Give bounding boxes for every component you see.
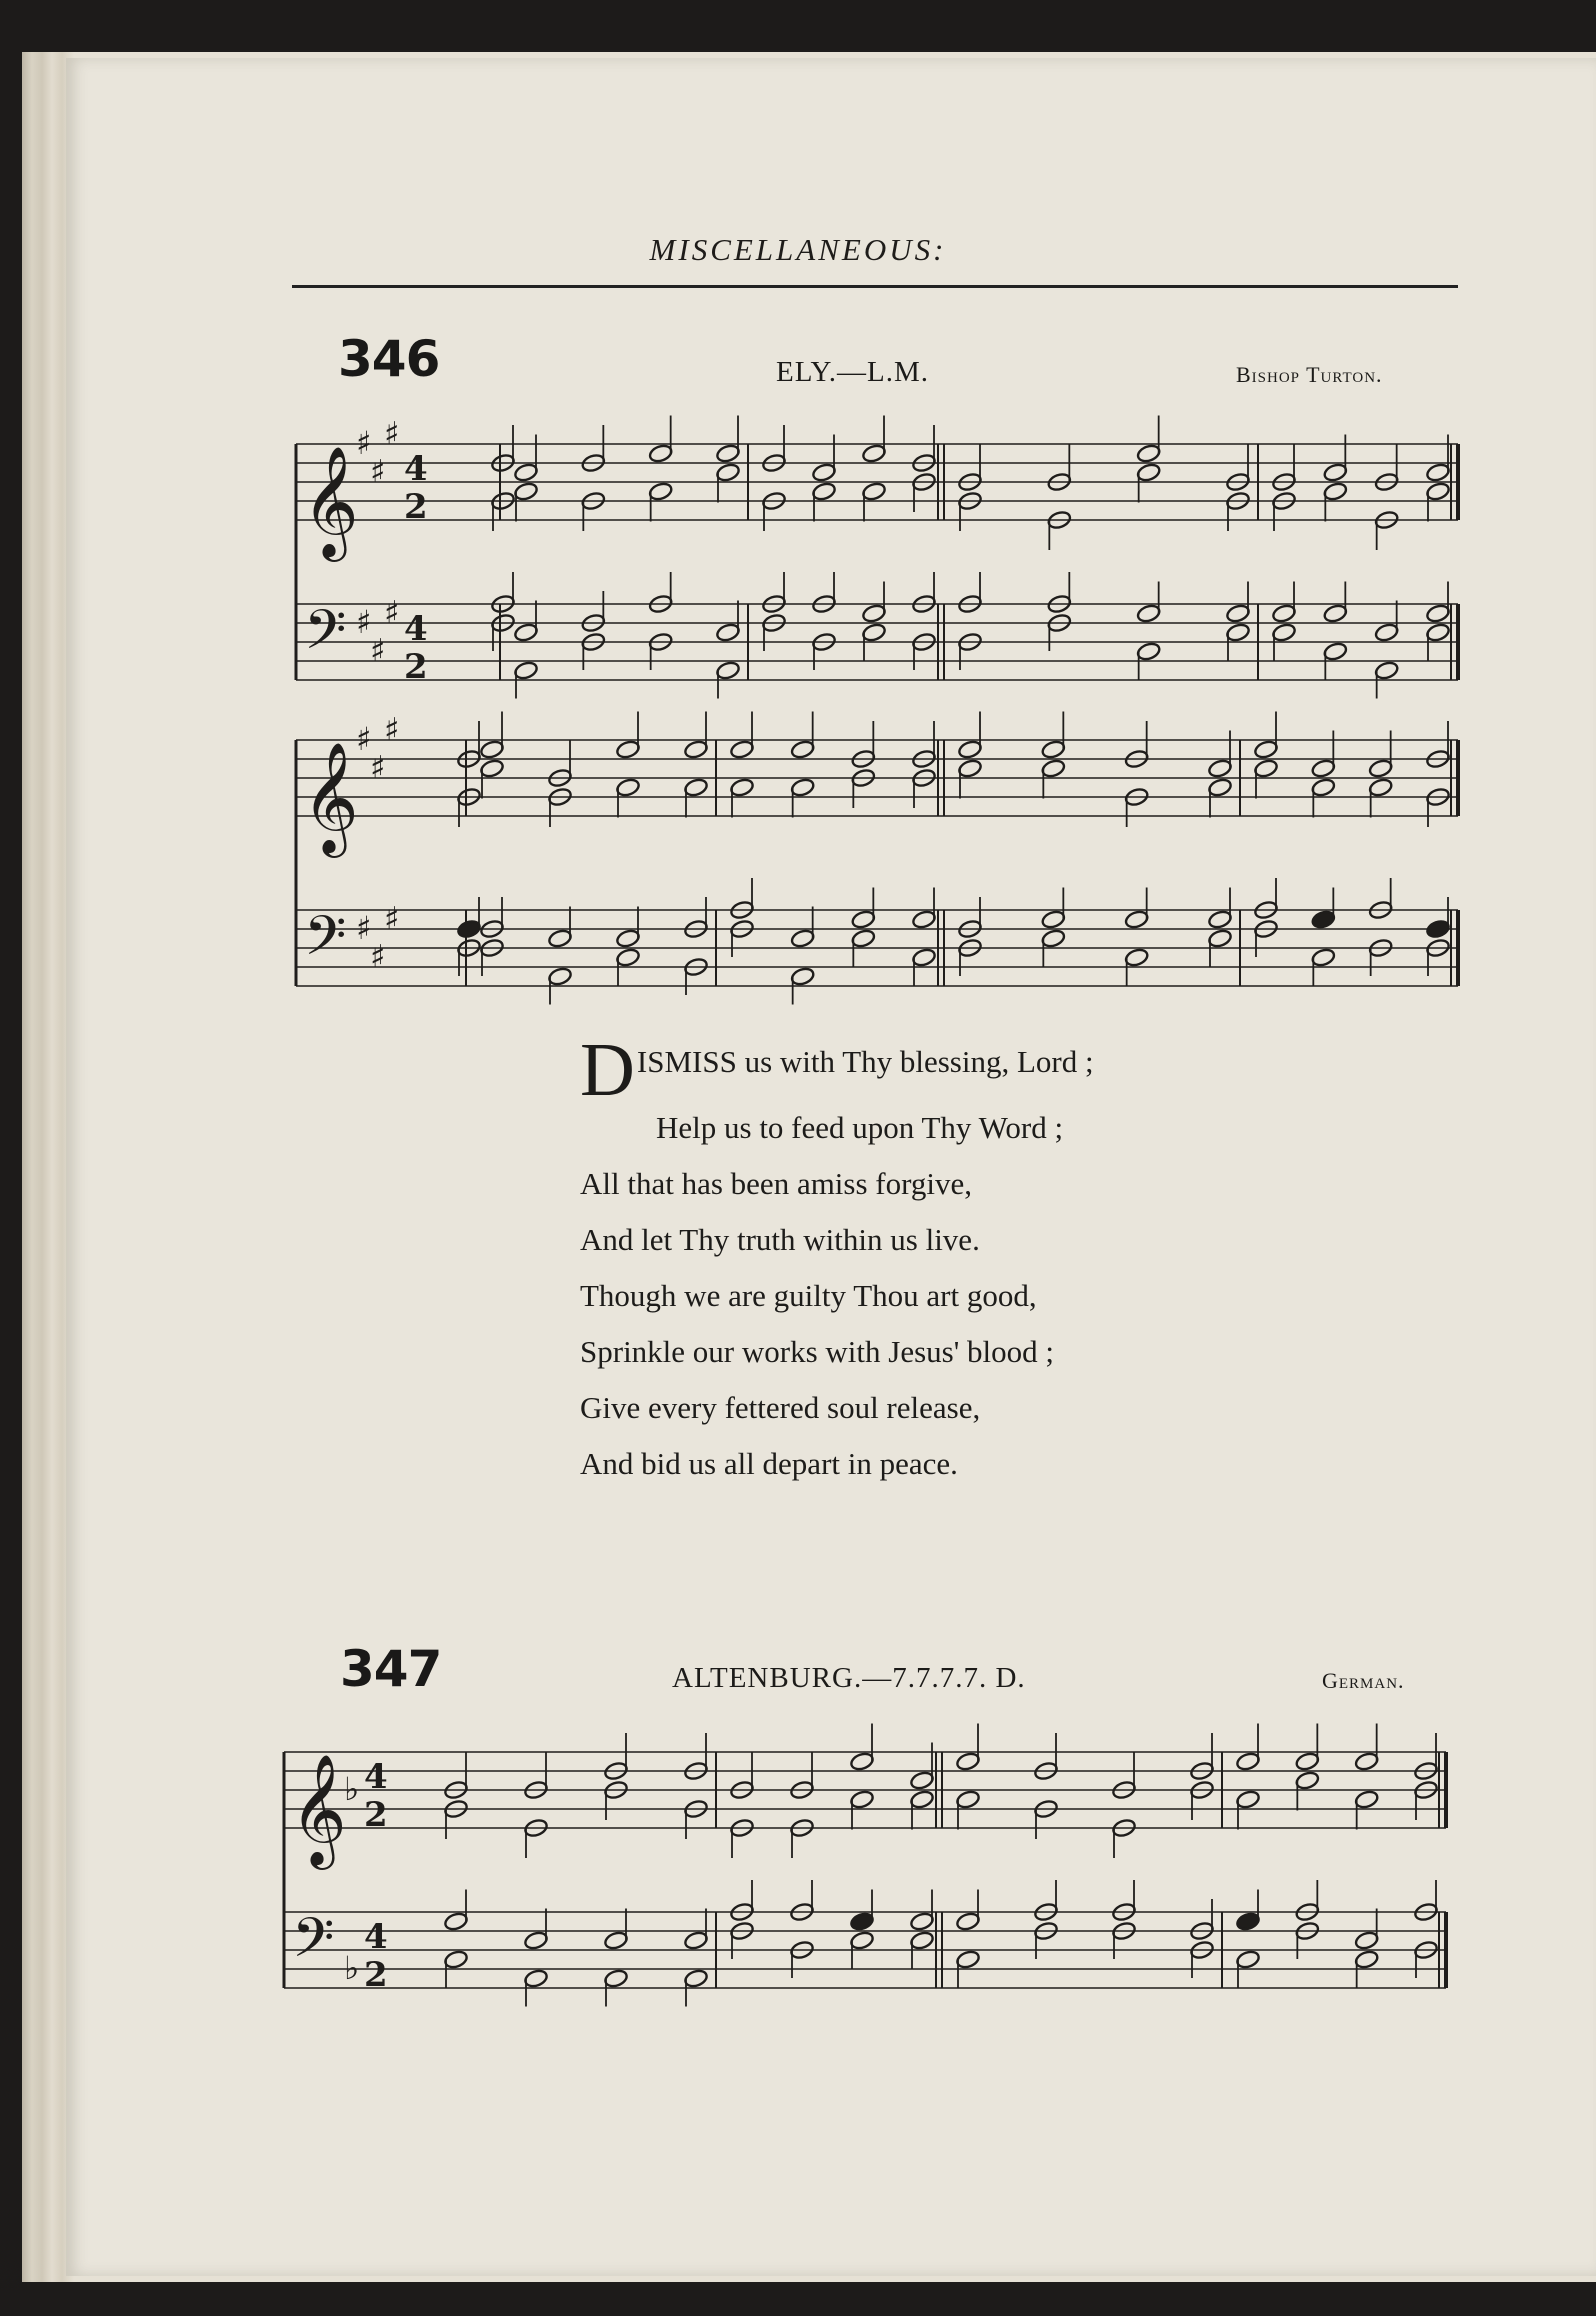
verse-line-text: ISMISS us with Thy blessing, Lord ;	[636, 1044, 1094, 1079]
running-head: MISCELLANEOUS:	[649, 232, 947, 267]
verse-line: And let Thy truth within us live.	[580, 1222, 980, 1257]
note-head	[443, 1949, 468, 1970]
note-head	[1136, 641, 1161, 662]
note-head	[861, 603, 886, 624]
note-head	[513, 462, 538, 483]
note-head	[615, 928, 640, 949]
note-head	[1124, 947, 1149, 968]
note-head	[648, 481, 673, 502]
sharp-sign: ♯	[384, 593, 400, 632]
note-head	[849, 1930, 874, 1951]
hymn-text-346	[580, 1030, 1094, 1492]
hymn-number-347: 347	[340, 1640, 442, 1698]
note-head	[1425, 622, 1450, 643]
note-head	[1323, 603, 1348, 624]
verse-line: All that has been amiss forgive,	[580, 1166, 973, 1201]
composer-346: Bishop Turton.	[1236, 362, 1383, 387]
note-head	[790, 966, 815, 987]
note-head	[715, 660, 740, 681]
note-head	[479, 739, 504, 760]
note-head	[615, 777, 640, 798]
note-head	[547, 928, 572, 949]
sharp-sign: ♯	[356, 909, 372, 947]
time-signature-bottom: 2	[404, 487, 428, 527]
note-head	[1295, 1751, 1320, 1772]
note-head	[911, 947, 936, 968]
note-head	[1368, 777, 1393, 798]
note-head	[1235, 1911, 1260, 1932]
note-head	[909, 1789, 934, 1810]
note-head	[1311, 777, 1336, 798]
note-head	[479, 758, 504, 779]
note-head	[1271, 603, 1296, 624]
sharp-sign: ♯	[370, 937, 386, 976]
sharp-sign: ♯	[384, 414, 400, 453]
note-head	[523, 1968, 548, 1989]
note-head	[1354, 1930, 1379, 1951]
note-head	[715, 462, 740, 483]
note-head	[456, 919, 481, 940]
note-head	[1425, 603, 1450, 624]
note-head	[1425, 919, 1450, 940]
note-head	[1207, 758, 1232, 779]
note-head	[1253, 758, 1278, 779]
note-head	[523, 1930, 548, 1951]
note-head	[911, 909, 936, 930]
note-head	[513, 481, 538, 502]
time-signature-bottom: 2	[404, 647, 428, 687]
time-signature-top: 4	[404, 449, 428, 489]
note-head	[1374, 660, 1399, 681]
note-head	[715, 443, 740, 464]
note-head	[1425, 481, 1450, 502]
note-head	[1311, 909, 1336, 930]
note-head	[909, 1930, 934, 1951]
note-head	[1041, 758, 1066, 779]
note-head	[909, 1770, 934, 1791]
treble-clef: 𝄞	[290, 1753, 347, 1865]
note-head	[955, 1911, 980, 1932]
note-head	[1041, 739, 1066, 760]
note-head	[1311, 758, 1336, 779]
note-head	[1235, 1789, 1260, 1810]
note-head	[547, 966, 572, 987]
verse-line: Though we are guilty Thou art good,	[580, 1278, 1037, 1313]
note-head	[603, 1968, 628, 1989]
note-head	[861, 481, 886, 502]
note-head	[1136, 443, 1161, 464]
flat-sign: ♭	[344, 1949, 360, 1987]
note-head	[1235, 1949, 1260, 1970]
note-head	[1311, 947, 1336, 968]
tune-title-346: ELY.—L.M.	[776, 356, 929, 388]
time-signature-bottom: 2	[364, 1795, 388, 1835]
note-head	[1041, 909, 1066, 930]
note-head	[615, 739, 640, 760]
drop-cap: D	[580, 1028, 635, 1112]
bass-clef: 𝄢	[304, 598, 347, 675]
time-signature-top: 4	[364, 1917, 388, 1957]
note-head	[909, 1911, 934, 1932]
note-head	[1368, 758, 1393, 779]
note-head	[1354, 1789, 1379, 1810]
sharp-sign: ♯	[384, 899, 400, 938]
note-head	[1425, 462, 1450, 483]
time-signature-top: 4	[364, 1757, 388, 1797]
note-head	[811, 481, 836, 502]
note-head	[851, 928, 876, 949]
note-head	[729, 739, 754, 760]
note-head	[957, 739, 982, 760]
note-head	[861, 622, 886, 643]
flat-sign: ♭	[344, 1770, 360, 1808]
sharp-sign: ♯	[370, 452, 386, 491]
note-head	[1354, 1949, 1379, 1970]
note-head	[513, 660, 538, 681]
note-head	[1323, 641, 1348, 662]
note-head	[603, 1930, 628, 1951]
note-head	[955, 1789, 980, 1810]
note-head	[683, 739, 708, 760]
note-head	[1295, 1770, 1320, 1791]
note-head	[851, 909, 876, 930]
note-head	[1136, 603, 1161, 624]
note-head	[1225, 622, 1250, 643]
note-head	[1253, 739, 1278, 760]
note-head	[849, 1751, 874, 1772]
note-head	[957, 758, 982, 779]
note-head	[849, 1789, 874, 1810]
sharp-sign: ♯	[370, 631, 386, 670]
note-head	[955, 1949, 980, 1970]
note-head	[1323, 462, 1348, 483]
bass-clef: 𝄢	[304, 904, 347, 981]
note-head	[1041, 928, 1066, 949]
note-head	[790, 739, 815, 760]
note-head	[1323, 481, 1348, 502]
note-head	[615, 947, 640, 968]
tune-title-347: ALTENBURG.—7.7.7.7. D.	[672, 1662, 1026, 1694]
note-head	[1207, 777, 1232, 798]
verse-line: And bid us all depart in peace.	[580, 1446, 958, 1481]
verse-line: Sprinkle our works with Jesus' blood ;	[580, 1334, 1055, 1369]
note-head	[683, 1930, 708, 1951]
sharp-sign: ♯	[384, 710, 400, 749]
note-head	[443, 1911, 468, 1932]
note-head	[955, 1751, 980, 1772]
note-head	[1374, 622, 1399, 643]
sharp-sign: ♯	[356, 720, 372, 758]
sharp-sign: ♯	[356, 424, 372, 462]
note-head	[790, 777, 815, 798]
verse-line	[580, 1028, 1094, 1112]
composer-347: German.	[1322, 1668, 1405, 1693]
note-head	[1235, 1751, 1260, 1772]
note-head	[729, 777, 754, 798]
note-head	[811, 462, 836, 483]
note-head	[1354, 1751, 1379, 1772]
sharp-sign: ♯	[370, 748, 386, 787]
note-head	[715, 622, 740, 643]
note-head	[513, 622, 538, 643]
note-head	[790, 928, 815, 949]
note-head	[648, 443, 673, 464]
treble-clef: 𝄞	[302, 445, 359, 557]
note-head	[849, 1911, 874, 1932]
time-signature-top: 4	[404, 609, 428, 649]
note-head	[861, 443, 886, 464]
verse-line: Give every fettered soul release,	[580, 1390, 981, 1425]
note-head	[1124, 909, 1149, 930]
note-head	[683, 777, 708, 798]
treble-clef: 𝄞	[302, 741, 359, 853]
note-head	[1207, 928, 1232, 949]
verse-line: Help us to feed upon Thy Word ;	[656, 1110, 1064, 1145]
bass-clef: 𝄢	[292, 1906, 335, 1983]
time-signature-bottom: 2	[364, 1955, 388, 1995]
note-head	[1207, 909, 1232, 930]
note-head	[1271, 622, 1296, 643]
hymn-number-346: 346	[338, 330, 440, 388]
sharp-sign: ♯	[356, 603, 372, 641]
note-head	[1136, 462, 1161, 483]
note-head	[1225, 603, 1250, 624]
note-head	[683, 1968, 708, 1989]
